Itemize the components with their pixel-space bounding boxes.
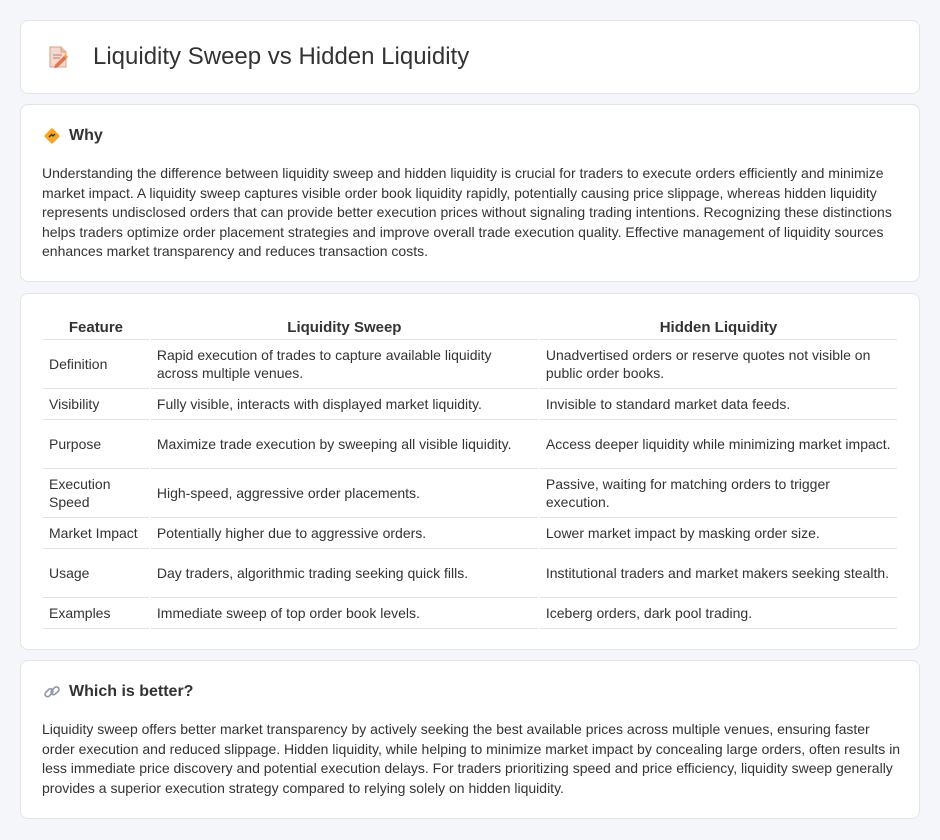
- sweep-cell: Rapid execution of trades to capture available liquidity across multiple venues.: [151, 340, 538, 389]
- sweep-cell: High-speed, aggressive order placements.: [151, 469, 538, 518]
- table-row: [43, 518, 897, 549]
- link-icon: [43, 683, 61, 701]
- header-feature: Feature: [43, 312, 149, 340]
- hidden-cell: Lower market impact by masking order size.: [540, 518, 897, 549]
- sweep-cell: Day traders, algorithmic trading seeking quick fills.: [151, 549, 538, 598]
- sweep-cell: Immediate sweep of top order book levels.: [151, 598, 538, 629]
- diamond-sign-icon: [43, 127, 61, 145]
- header-liquidity-sweep: Liquidity Sweep: [151, 312, 538, 340]
- feature-cell: Definition: [43, 340, 149, 389]
- why-text: Understanding the difference between liquidity sweep and hidden liquidity is crucial for traders to execute orders efficiently and minimize market impact. A liquidity sweep captures visible order book liquidity rapidly, potentially causing price slippage, whereas hidden liquidity represents undisclosed orders that can provide better execution prices without signaling trading intentions. Recognizing these distinctions helps traders optimize order placement strategies and improve overall trade execution quality. Effective management of liquidity sources enhances market transparency and reduces transaction costs.: [42, 165, 892, 260]
- hidden-cell: Iceberg orders, dark pool trading.: [540, 598, 897, 629]
- feature-cell: Purpose: [43, 420, 149, 469]
- sweep-cell: Maximize trade execution by sweeping all visible liquidity.: [151, 420, 538, 469]
- hidden-cell: Invisible to standard market data feeds.: [540, 389, 897, 420]
- hidden-cell: Institutional traders and market makers seeking stealth.: [540, 549, 897, 598]
- feature-cell: Execution Speed: [43, 469, 149, 518]
- title-card: [20, 20, 920, 94]
- table-row: [43, 420, 897, 469]
- table-row: [43, 598, 897, 629]
- table-header-row: [43, 312, 897, 340]
- document-pencil-icon: [45, 44, 71, 70]
- better-text: Liquidity sweep offers better market transparency by actively seeking the best available prices across multiple venues, ensuring faster order execution and reduced slippage. Hidden liquidity, while helping to minimize market impact by concealing large orders, often results in less immediate price discovery and potential execution delays. For traders prioritizing speed and price efficiency, liquidity sweep generally provides a superior execution strategy compared to relying solely on hidden liquidity.: [42, 721, 901, 796]
- why-title: Why: [69, 127, 103, 144]
- hidden-cell: Passive, waiting for matching orders to trigger execution.: [540, 469, 897, 518]
- sweep-cell: Potentially higher due to aggressive orders.: [151, 518, 538, 549]
- better-title: Which is better?: [69, 683, 194, 700]
- feature-cell: Visibility: [43, 389, 149, 420]
- hidden-cell: Unadvertised orders or reserve quotes not visible on public order books.: [540, 340, 897, 389]
- which-is-better-section: [20, 660, 920, 819]
- table-row: [43, 340, 897, 389]
- comparison-table: [41, 312, 899, 629]
- table-row: [43, 389, 897, 420]
- feature-cell: Examples: [43, 598, 149, 629]
- feature-cell: Market Impact: [43, 518, 149, 549]
- page-title: Liquidity Sweep vs Hidden Liquidity: [93, 43, 470, 70]
- feature-cell: Usage: [43, 549, 149, 598]
- sweep-cell: Fully visible, interacts with displayed market liquidity.: [151, 389, 538, 420]
- header-hidden-liquidity: Hidden Liquidity: [540, 312, 897, 340]
- why-section: [20, 104, 920, 282]
- table-row: [43, 549, 897, 598]
- hidden-cell: Access deeper liquidity while minimizing market impact.: [540, 420, 897, 469]
- comparison-table-card: [20, 293, 920, 650]
- table-row: [43, 469, 897, 518]
